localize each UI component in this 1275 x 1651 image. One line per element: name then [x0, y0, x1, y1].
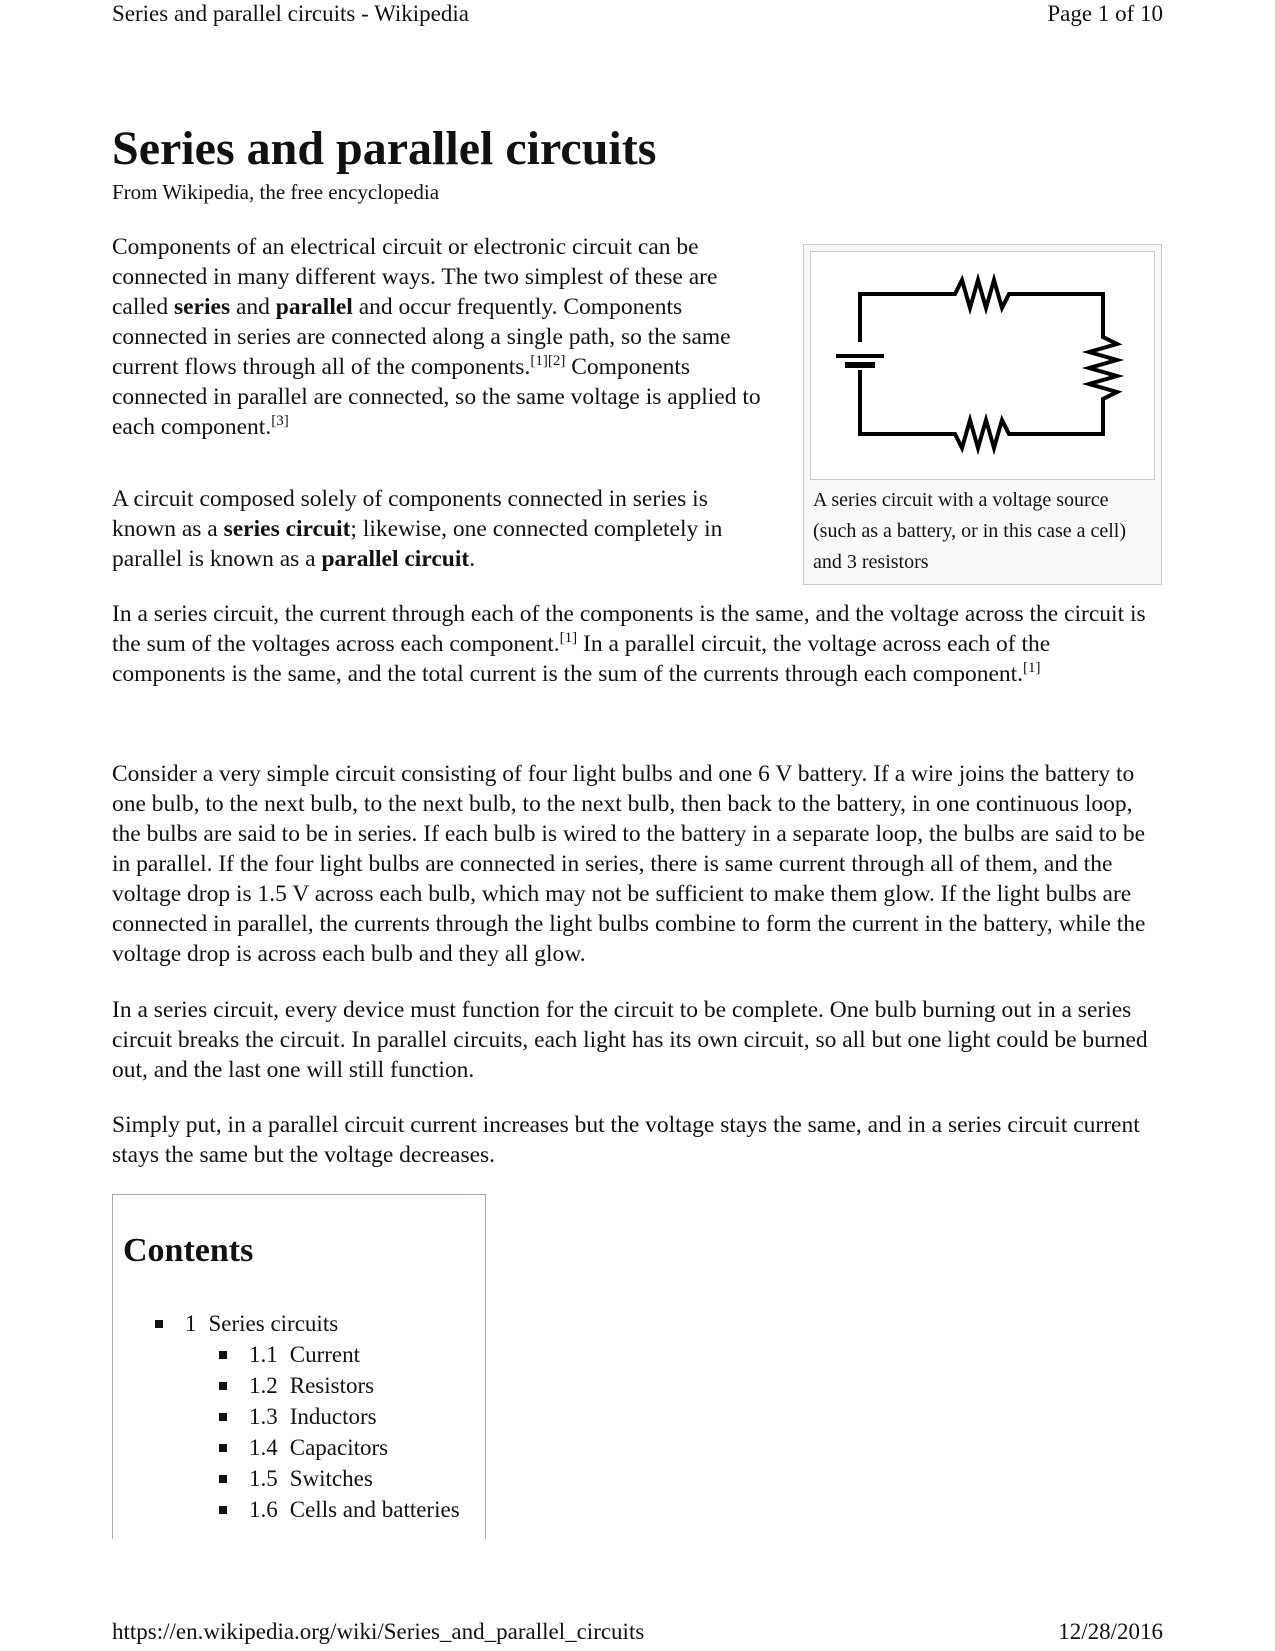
text-run: In a parallel circuit, the voltage across each of the components is the same, and the total current is the sum of the currents through each component. [112, 631, 1051, 687]
intro-paragraph-5: In a series circuit, every device must function for the circuit to be complete. One bulb burning out in a series circuit breaks the circuit. In parallel circuits, each light has its own circuit, so all but one light could be burned out, and the last one will still function. [112, 997, 1148, 1083]
toc-item-current[interactable] [113, 1339, 460, 1370]
toc-label: Resistors [289, 1373, 375, 1398]
toc-label: Inductors [289, 1404, 377, 1429]
bold-term-parallel: parallel [275, 294, 353, 320]
print-footer-url: https://en.wikipedia.org/wiki/Series_and_parallel_circuits [112, 1619, 645, 1644]
toc-label: Cells and batteries [289, 1497, 460, 1522]
toc-label: Current [289, 1342, 361, 1367]
toc-number: 1.2 [249, 1373, 278, 1398]
intro-paragraph-1 [112, 232, 772, 442]
toc-label: Switches [289, 1466, 373, 1491]
toc-label: Capacitors [289, 1435, 389, 1460]
citation-link[interactable]: [1] [1023, 660, 1041, 677]
toc-number: 1.3 [249, 1404, 278, 1429]
toc-label: Series circuits [208, 1311, 339, 1336]
text-run: and occur frequently. Components connected in series are connected along a single path, so the same current flows through all of the components. [112, 294, 731, 380]
table-of-contents [112, 1194, 486, 1539]
page-title: Series and parallel circuits [112, 122, 657, 175]
text-run: ; likewise, one connected completely in parallel is known as a [112, 516, 723, 572]
toc-item-switches[interactable] [113, 1463, 460, 1494]
series-circuit-diagram-icon[interactable] [810, 251, 1155, 480]
citation-link[interactable]: [1] [559, 630, 578, 647]
bold-term-series-circuit: series circuit [223, 516, 351, 542]
toc-title: Contents [123, 1232, 254, 1269]
page-subtitle: From Wikipedia, the free encyclopedia [112, 180, 440, 204]
toc-number: 1.6 [249, 1497, 278, 1522]
text-run: A circuit composed solely of components connected in series is known as a [112, 486, 708, 542]
toc-number: 1.4 [249, 1435, 278, 1460]
toc-item-inductors[interactable] [113, 1401, 460, 1432]
citation-link[interactable]: [3] [271, 413, 289, 430]
text-run: Components of an electrical circuit or electronic circuit can be connected in many different ways. The two simplest of these are called [112, 234, 718, 320]
intro-paragraph-6: Simply put, in a parallel circuit current increases but the voltage stays the same, and in a series circuit current stays the same but the voltage decreases. [112, 1112, 1140, 1168]
toc-item-resistors[interactable] [113, 1370, 460, 1401]
toc-number: 1.5 [249, 1466, 278, 1491]
intro-paragraph-2 [112, 484, 772, 574]
print-page-number: Page 1 of 10 [1047, 1, 1163, 26]
text-run: . [469, 546, 476, 572]
print-header-title: Series and parallel circuits - Wikipedia [112, 1, 469, 26]
bold-term-series: series [173, 294, 231, 320]
intro-paragraph-4: Consider a very simple circuit consisting of four light bulbs and one 6 V battery. If a wire joins the battery to one bulb, to the next bulb, to the next bulb, to the next bulb, then back to the battery, in one continuous loop, the bulbs are said to be in series. If each bulb is wired to the battery in a separate loop, the bulbs are said to be in parallel. If the four light bulbs are connected in series, there is same current through all of them, and the voltage drop is 1.5 V across each bulb, which may not be sufficient to make them glow. If the light bulbs are connected in parallel, the currents through the light bulbs combine to form the current in the battery, while the voltage drop is across each bulb and they all glow. [112, 761, 1146, 967]
toc-list [113, 1308, 460, 1525]
toc-item-cells-and-batteries[interactable] [113, 1494, 460, 1525]
circuit-diagram-svg [811, 252, 1154, 479]
print-footer-date: 12/28/2016 [1058, 1619, 1163, 1644]
intro-paragraph-3 [112, 599, 1164, 689]
toc-number: 1.1 [249, 1342, 278, 1367]
figure-thumbnail [803, 244, 1162, 585]
text-run: In a series circuit, the current through each of the components is the same, and the voltage across the circuit is the sum of the voltages across each component. [112, 601, 1146, 657]
toc-item-capacitors[interactable] [113, 1432, 460, 1463]
toc-number: 1 [185, 1311, 197, 1336]
text-run: Components connected in parallel are connected, so the same voltage is applied to each component. [112, 354, 761, 440]
citation-link[interactable]: [1][2] [530, 353, 566, 370]
bold-term-parallel-circuit: parallel circuit [321, 546, 470, 572]
text-run: and [230, 294, 276, 320]
toc-item-series-circuits[interactable] [113, 1308, 460, 1339]
figure-caption: A series circuit with a voltage source (such as a battery, or in this case a cell) and 3 resistors [813, 489, 1127, 573]
